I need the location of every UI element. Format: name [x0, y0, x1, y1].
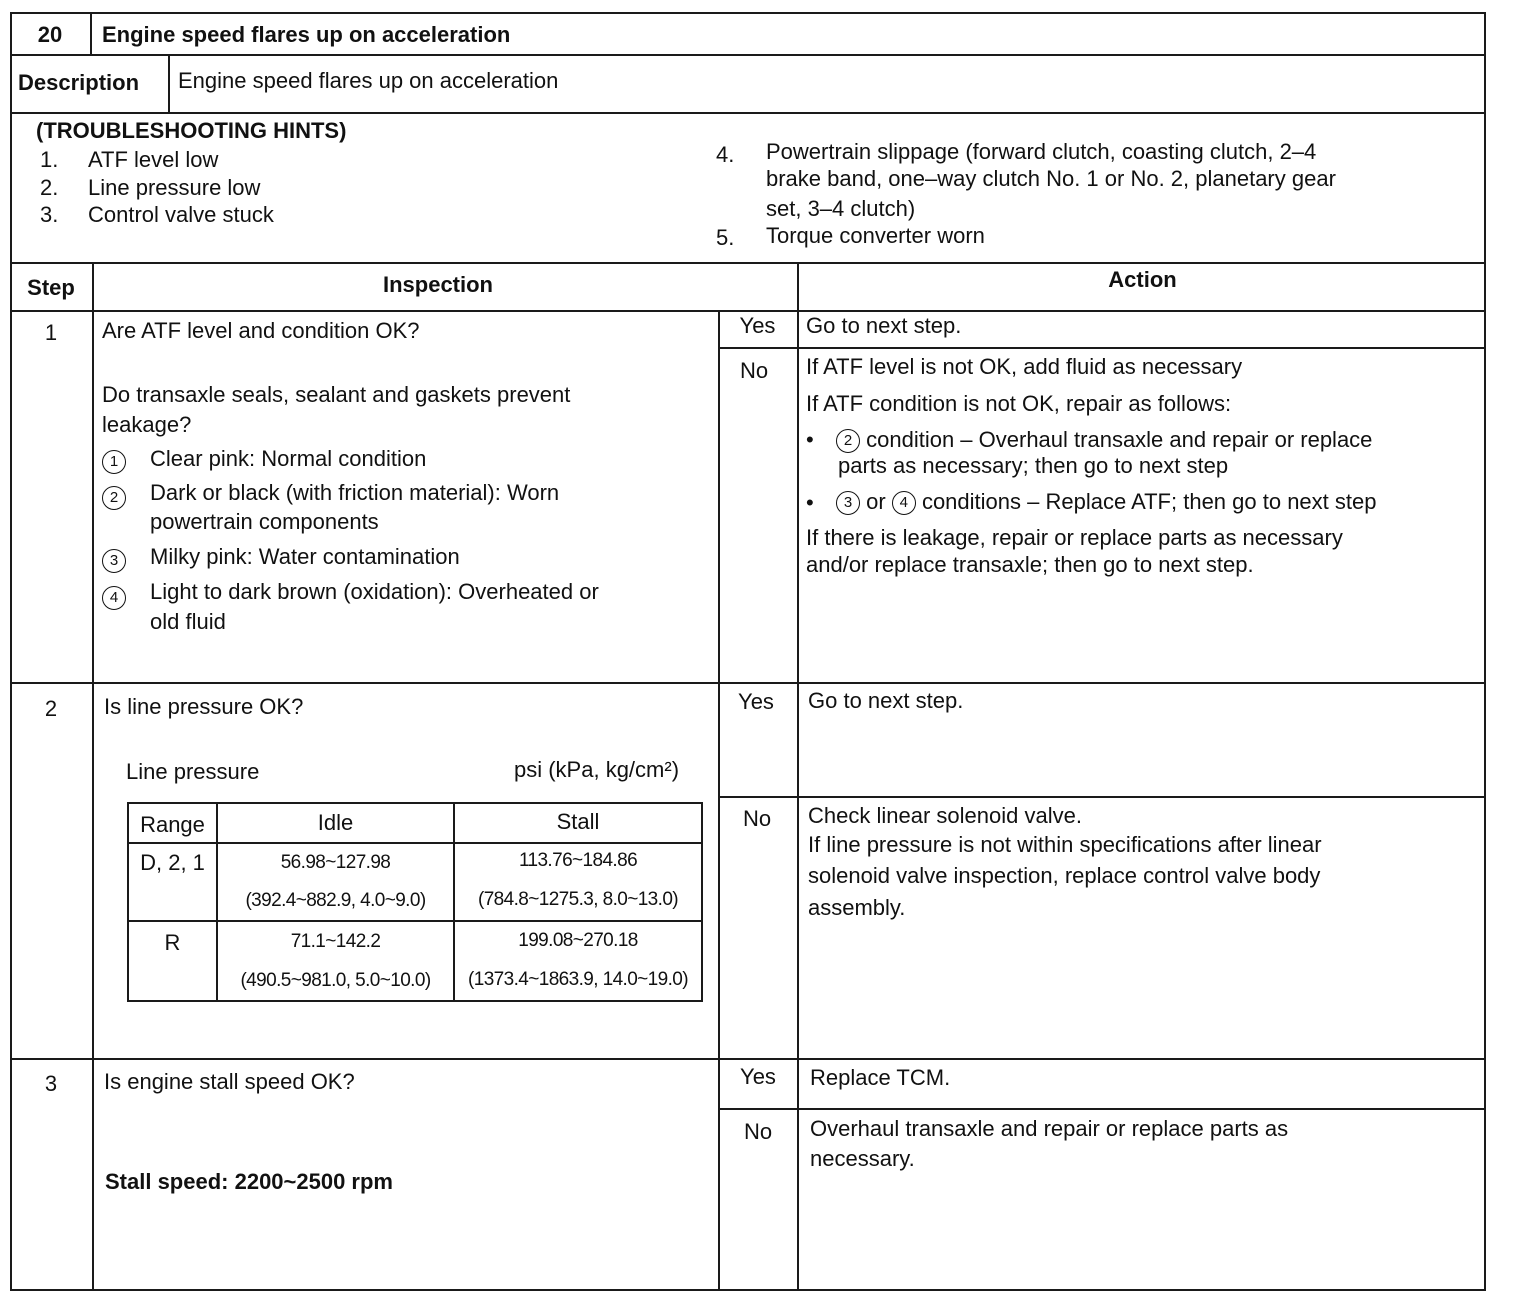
inspection-question: leakage?	[102, 412, 192, 437]
description-label: Description	[18, 70, 140, 95]
divider-step1-yes	[718, 347, 1484, 349]
no-action-text: and/or replace transaxle; then go to next step.	[806, 552, 1254, 577]
hint-text: brake band, one–way clutch No. 1 or No. 2, planetary gear	[766, 166, 1336, 191]
stall-speed-spec: Stall speed: 2200~2500 rpm	[105, 1169, 393, 1194]
divider-step2	[10, 1058, 1484, 1060]
yes-action: Go to next step.	[808, 688, 964, 713]
spec-units: psi (kPa, kg/cm²)	[514, 757, 680, 782]
condition-text: Clear pink: Normal condition	[150, 446, 427, 471]
border-left	[10, 12, 12, 1291]
pressure-table-header-rule	[127, 842, 703, 844]
bullet-icon: •	[806, 490, 814, 515]
pressure-table-cell: 71.1~142.2	[290, 931, 381, 952]
divider-desc-label	[168, 54, 170, 114]
border-right	[1484, 12, 1486, 1291]
hint-text: Line pressure low	[88, 175, 261, 200]
no-action-text: Check linear solenoid valve.	[808, 803, 1082, 828]
pressure-table-cell: (784.8~1275.3, 8.0~13.0)	[477, 889, 679, 910]
hint-text: Control valve stuck	[88, 202, 274, 227]
inspection-question: Is engine stall speed OK?	[104, 1069, 355, 1094]
hint-num: 2.	[40, 175, 59, 200]
condition-marker: 4	[102, 582, 126, 612]
condition-text: Light to dark brown (oxidation): Overheated or	[150, 579, 599, 604]
border-top	[10, 12, 1484, 14]
no-label: No	[742, 806, 772, 831]
no-label: No	[739, 358, 769, 383]
no-action-text: assembly.	[808, 895, 906, 920]
no-action-bullet: 2 condition – Overhaul transaxle and repair or replace	[836, 425, 1372, 455]
step-number: 2	[44, 696, 58, 721]
inspection-question: Do transaxle seals, sealant and gaskets prevent	[102, 382, 571, 407]
border-bottom	[10, 1289, 1486, 1291]
condition-text: powertrain components	[150, 509, 379, 534]
yes-action: Replace TCM.	[810, 1065, 951, 1090]
yes-label: Yes	[738, 689, 774, 714]
column-header-step: Step	[27, 275, 75, 300]
hint-text: Powertrain slippage (forward clutch, coasting clutch, 2–4	[766, 139, 1317, 164]
hint-text: Torque converter worn	[766, 223, 985, 248]
pressure-table-header: Range	[140, 812, 205, 837]
yes-label: Yes	[739, 313, 776, 338]
pressure-table-cell: (1373.4~1863.9, 14.0~19.0)	[468, 969, 688, 990]
divider-number	[90, 12, 92, 56]
pressure-table-cell: 113.76~184.86	[518, 850, 638, 871]
divider-header	[10, 54, 1484, 56]
inspection-question: Is line pressure OK?	[104, 694, 304, 719]
no-action-text: necessary.	[810, 1146, 915, 1171]
bullet-icon: •	[806, 427, 814, 452]
no-action-text: If there is leakage, repair or replace parts as necessary	[806, 525, 1343, 550]
pressure-table-header: Idle	[317, 810, 354, 835]
divider-step2-yes	[718, 796, 1484, 798]
step-number: 1	[44, 320, 58, 345]
procedure-title: Engine speed flares up on acceleration	[102, 22, 511, 47]
spec-label: Line pressure	[126, 759, 260, 784]
yes-action: Go to next step.	[806, 313, 962, 338]
column-header-action: Action	[1108, 267, 1177, 292]
pressure-table-header: Stall	[556, 809, 600, 834]
no-action-text: If line pressure is not within specifications after linear	[808, 832, 1322, 857]
hint-text: set, 3–4 clutch)	[766, 196, 916, 221]
divider-description	[10, 112, 1484, 114]
pressure-table-cell: D, 2, 1	[140, 850, 205, 875]
no-action-text: Overhaul transaxle and repair or replace parts as	[810, 1116, 1289, 1141]
pressure-table-row-rule	[127, 920, 703, 922]
no-action-text: If ATF level is not OK, add fluid as necessary	[806, 354, 1243, 379]
pressure-table-cell: 199.08~270.18	[518, 930, 638, 951]
pressure-table-cell: (392.4~882.9, 4.0~9.0)	[245, 890, 426, 911]
no-label: No	[743, 1119, 773, 1144]
pressure-table-cell: R	[164, 930, 181, 955]
divider-hints	[10, 262, 1484, 264]
hint-num: 4.	[716, 142, 735, 167]
no-action-bullet: 3 or 4 conditions – Replace ATF; then go to next step	[836, 487, 1376, 517]
divider-step-col	[92, 262, 94, 1291]
hints-title: (TROUBLESHOOTING HINTS)	[36, 118, 347, 143]
no-action-text: If ATF condition is not OK, repair as follows:	[806, 391, 1232, 416]
column-header-inspection: Inspection	[382, 272, 493, 297]
hint-num: 3.	[40, 202, 59, 227]
condition-marker: 2	[102, 482, 126, 512]
yes-label: Yes	[740, 1064, 776, 1089]
description-text: Engine speed flares up on acceleration	[178, 68, 559, 93]
condition-text: old fluid	[150, 609, 226, 634]
condition-text: Dark or black (with friction material): Worn	[150, 480, 560, 505]
procedure-number: 20	[37, 22, 63, 47]
condition-marker: 1	[102, 446, 126, 476]
divider-step1	[10, 682, 1484, 684]
condition-marker: 3	[102, 545, 126, 575]
divider-step3-yes	[718, 1108, 1484, 1110]
condition-text: Milky pink: Water contamination	[150, 544, 460, 569]
pressure-table-cell: (490.5~981.0, 5.0~10.0)	[240, 970, 431, 991]
hint-num: 1.	[40, 147, 59, 172]
hint-text: ATF level low	[88, 147, 219, 172]
no-action-text: solenoid valve inspection, replace control valve body	[808, 863, 1321, 888]
no-action-bullet: parts as necessary; then go to next step	[838, 453, 1229, 478]
pressure-table-cell: 56.98~127.98	[280, 852, 391, 873]
hint-num: 5.	[716, 225, 735, 250]
inspection-question: Are ATF level and condition OK?	[102, 318, 420, 343]
step-number: 3	[44, 1071, 58, 1096]
